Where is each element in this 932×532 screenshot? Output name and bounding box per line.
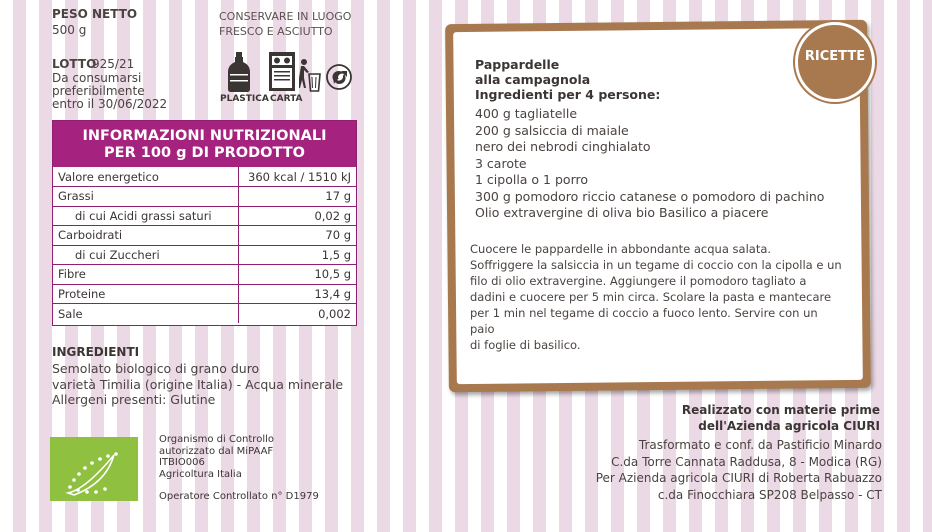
- bottle-icon: [227, 52, 251, 92]
- paper-label: CARTA: [270, 94, 303, 104]
- recipe-step-line: per 1 min nel tegame di coccio a fuoco lento. Servire con un paio: [470, 306, 818, 336]
- nutrition-label: Proteine: [53, 284, 238, 304]
- nutrition-row: [53, 187, 356, 207]
- nutrition-label: Valore energetico: [53, 167, 238, 187]
- recipe-ingredient: 3 carote: [475, 155, 527, 171]
- nutrition-row: [53, 206, 356, 226]
- nutrition-value: 70 g: [238, 226, 356, 246]
- recipe-title-line: Pappardelle: [475, 57, 560, 72]
- expiry-line: Da consumarsi: [52, 71, 142, 85]
- nutrition-row: [53, 284, 356, 304]
- organic-line: autorizzato dal MiPAAF: [159, 445, 274, 457]
- ingredients-text: [52, 361, 382, 408]
- nutrition-value: 10,5 g: [238, 265, 356, 285]
- nutrition-label: di cui Zuccheri: [53, 245, 238, 265]
- nutrition-label: di cui Acidi grassi saturi: [53, 206, 238, 226]
- ingredients-title: INGREDIENTI: [52, 345, 140, 359]
- recycle-icon: [326, 64, 352, 90]
- net-weight-label: PESO NETTO: [52, 7, 138, 21]
- producer-line: C.da Torre Cannata Raddusa, 8 - Modica (RG): [611, 454, 882, 469]
- made-with-line: dell'Azienda agricola CIURI: [698, 419, 880, 433]
- recipe-step-line: filo di olio extravergine. Aggiungere il pomodoro tagliato a: [470, 274, 807, 288]
- ingredients-line: Semolato biologico di grano duro: [52, 361, 260, 376]
- nutrition-subtitle: PER 100 g DI PRODOTTO: [104, 145, 305, 161]
- plastic-label: PLASTICA: [220, 94, 269, 104]
- organic-line: Agricoltura Italia: [159, 468, 242, 480]
- organic-line: Organismo di Controllo: [159, 434, 274, 445]
- recipe-ingredients-list: [475, 106, 855, 222]
- nutrition-row: [53, 265, 356, 285]
- paper-box-icon: [268, 50, 296, 92]
- person-bin-icon: [299, 58, 321, 92]
- nutrition-row: [53, 304, 356, 324]
- storage-line: FRESCO E ASCIUTTO: [219, 25, 333, 38]
- nutrition-row: [53, 226, 356, 246]
- nutrition-value: 0,02 g: [238, 206, 356, 226]
- organic-line: ITBIO006: [159, 457, 205, 468]
- nutrition-label: Carboidrati: [53, 226, 238, 246]
- made-with-line: Realizzato con materie prime: [681, 403, 880, 417]
- producer-line: Per Azienda agricola CIURI di Roberta Rabuazzo: [595, 471, 882, 485]
- nutrition-value: 360 kcal / 1510 kJ: [238, 167, 356, 187]
- recipe-title-line: alla campagnola: [475, 72, 591, 87]
- storage-line: CONSERVARE IN LUOGO: [219, 10, 352, 23]
- nutrition-value: 13,4 g: [238, 284, 356, 304]
- nutrition-facts: [52, 120, 357, 326]
- recipe-ingredient: 300 g pomodoro riccio catanese o pomodoro di pachino: [475, 188, 825, 204]
- expiry-line: entro il 30/06/2022: [52, 97, 168, 111]
- recipe-ingredient: 400 g tagliatelle: [475, 106, 578, 121]
- nutrition-value: 1,5 g: [238, 245, 356, 265]
- lot-value: 925/21: [92, 57, 135, 71]
- recipe-instructions: [470, 241, 845, 353]
- expiry-line: preferibilmente: [52, 84, 145, 98]
- nutrition-title: INFORMAZIONI NUTRIZIONALI: [82, 128, 327, 144]
- recipe-step-line: Cuocere le pappardelle in abbondante acqua salata.: [470, 242, 772, 256]
- ingredients-line: Allergeni presenti: Glutine: [52, 392, 216, 407]
- recipe-title: [475, 57, 590, 87]
- recipe-servings: Ingredienti per 4 persone:: [475, 87, 661, 102]
- recipe-step-line: Soffriggere la salsiccia in un tegame di coccio con la cipolla e un: [470, 258, 842, 272]
- net-weight-value: 500 g: [52, 23, 87, 37]
- producer-line: c.da Finocchiara SP208 Belpasso - CT: [657, 487, 882, 502]
- nutrition-row: [53, 167, 356, 187]
- recipe-step-line: di foglie di basilico.: [470, 338, 581, 352]
- nutrition-row: [53, 245, 356, 265]
- recipe-ingredient: Olio extravergine di oliva bio Basilico a piacere: [475, 205, 769, 220]
- nutrition-label: Fibre: [53, 265, 238, 285]
- producer-info: [480, 437, 882, 503]
- organic-certification: [159, 434, 359, 480]
- recipe-ingredient: nero dei nebrodi cinghialato: [475, 139, 651, 154]
- recipe-ingredient: 1 cipolla o 1 porro: [475, 172, 588, 187]
- operator-code: Operatore Controllato n° D1979: [159, 491, 319, 502]
- recipe-ingredient: 200 g salsiccia di maiale: [475, 122, 629, 138]
- nutrition-label: Sale: [58, 306, 83, 321]
- recipe-step-line: dadini e cuocere per 5 min circa. Scolare la pasta e mantecare: [470, 290, 832, 304]
- expiry-text: [52, 72, 202, 111]
- nutrition-value: 0,002: [238, 304, 356, 324]
- nutrition-header: [53, 121, 356, 167]
- producer-line: Trasformato e conf. da Pastificio Minardo: [638, 438, 882, 452]
- storage-instructions: [219, 9, 379, 39]
- recipe-badge-label: RICETTE: [804, 49, 866, 64]
- eu-organic-leaf-logo: [50, 437, 138, 501]
- nutrition-table: [53, 167, 356, 323]
- lot-label: LOTTO: [52, 57, 97, 71]
- nutrition-label: Grassi: [53, 187, 238, 207]
- ingredients-line: varietà Timilia (origine Italia) - Acqua minerale: [52, 376, 344, 392]
- made-with-note: [540, 402, 880, 434]
- nutrition-value: 17 g: [238, 187, 356, 207]
